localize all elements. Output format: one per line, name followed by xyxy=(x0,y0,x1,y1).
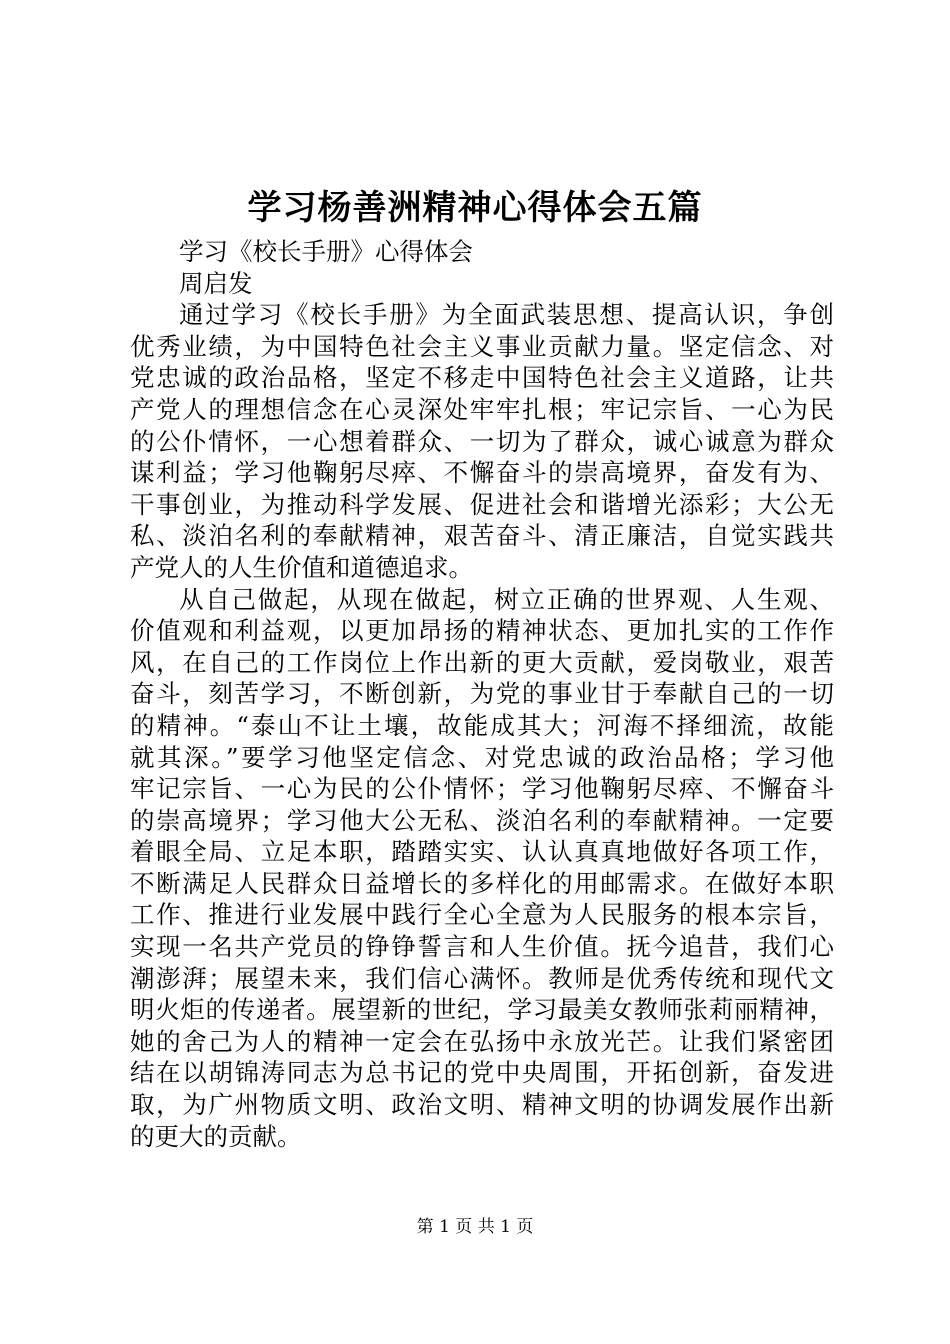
paragraph-line: 实现一名共产党员的铮铮誓言和人生价值。抚今追昔，我们心 xyxy=(130,932,834,962)
paragraph-line: 的公仆情怀，一心想着群众、一切为了群众，诚心诚意为群众 xyxy=(130,426,834,456)
page-footer: 第 1 页 共 1 页 xyxy=(416,1217,534,1237)
paragraph-line: 结在以胡锦涛同志为总书记的党中央周围，开拓创新，奋发进 xyxy=(130,1058,834,1088)
paragraph-line: 优秀业绩，为中国特色社会主义事业贡献力量。坚定信念、对 xyxy=(130,331,834,361)
paragraph-line: 奋斗，刻苦学习，不断创新，为党的事业甘于奉献自己的一切 xyxy=(130,679,834,709)
paragraph-line: 从自己做起，从现在做起，树立正确的世界观、人生观、 xyxy=(179,584,834,614)
paragraph-line: 她的舍己为人的精神一定会在弘扬中永放光芒。让我们紧密团 xyxy=(130,1026,834,1056)
paragraph xyxy=(130,299,834,583)
paragraph-line: 就其深。”要学习他坚定信念、对党忠诚的政治品格；学习他 xyxy=(130,742,834,772)
paragraph-line: 的崇高境界；学习他大公无私、淡泊名利的奉献精神。一定要 xyxy=(130,805,834,835)
paragraph-line: 谋利益；学习他鞠躬尽瘁、不懈奋斗的崇高境界，奋发有为、 xyxy=(130,458,834,488)
paragraph-line: 风，在自己的工作岗位上作出新的更大贡献，爱岗敬业，艰苦 xyxy=(130,647,834,677)
paragraph-line: 私、淡泊名利的奉献精神，艰苦奋斗、清正廉洁，自觉实践共 xyxy=(130,521,834,551)
paragraph xyxy=(130,584,834,1153)
paragraph-line: 不断满足人民群众日益增长的多样化的用邮需求。在做好本职 xyxy=(130,868,834,898)
paragraph-line: 党忠诚的政治品格，坚定不移走中国特色社会主义道路，让共 xyxy=(130,363,834,393)
paragraph-line: 的更大的贡献。 xyxy=(130,1121,302,1151)
paragraph-line: 通过学习《校长手册》为全面武装思想、提高认识，争创 xyxy=(179,300,834,330)
paragraph-line: 着眼全局、立足本职，踏踏实实、认认真真地做好各项工作， xyxy=(130,837,834,867)
paragraph-line: 产党人的理想信念在心灵深处牢牢扎根；牢记宗旨、一心为民 xyxy=(130,394,834,424)
paragraph-line: 干事创业，为推动科学发展、促进社会和谐增光添彩；大公无 xyxy=(130,489,834,519)
document-title: 学习杨善洲精神心得体会五篇 xyxy=(247,188,703,228)
author: 周启发 xyxy=(179,268,253,298)
paragraph-line: 产党人的人生价值和道德追求。 xyxy=(130,552,473,582)
paragraph-line: 明火炬的传递者。展望新的世纪，学习最美女教师张莉丽精神， xyxy=(130,995,834,1025)
paragraph-line: 价值观和利益观，以更加昂扬的精神状态、更加扎实的工作作 xyxy=(130,616,834,646)
paragraph-line: 取，为广州物质文明、政治文明、精神文明的协调发展作出新 xyxy=(130,1090,834,1120)
paragraph-line: 牢记宗旨、一心为民的公仆情怀；学习他鞠躬尽瘁、不懈奋斗 xyxy=(130,774,834,804)
paragraph-line: 潮澎湃；展望未来，我们信心满怀。教师是优秀传统和现代文 xyxy=(130,963,834,993)
document-body xyxy=(130,236,834,1152)
paragraph-line: 的精神。“泰山不让土壤，故能成其大；河海不择细流，故能 xyxy=(130,710,834,740)
subtitle: 学习《校长手册》心得体会 xyxy=(179,237,473,266)
paragraph-line: 工作、推进行业发展中践行全心全意为人民服务的根本宗旨， xyxy=(130,900,834,930)
